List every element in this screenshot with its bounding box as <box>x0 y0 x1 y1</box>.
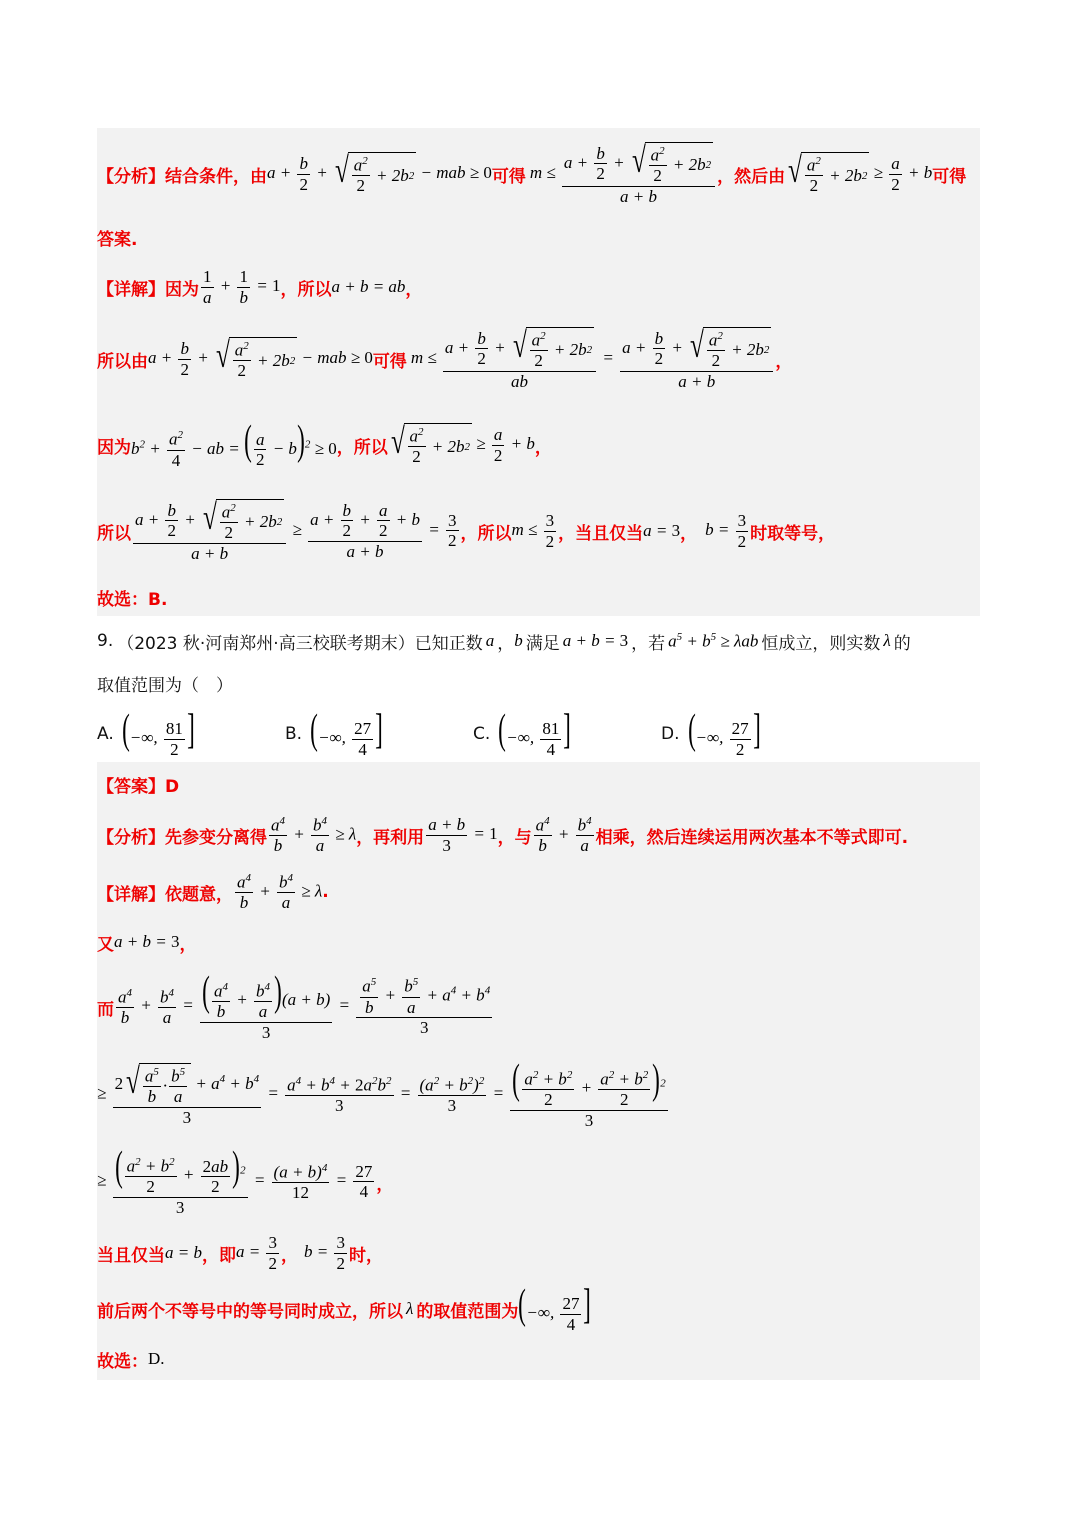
choice-8-text: 故选：B. <box>97 589 168 610</box>
detail-9-line6: 当且仅当 a = b ，即 a = $\frac{3}{2}$ ， b = $\frac{3}{2}$ 时， <box>97 1232 383 1273</box>
detail-8-text: 时取等号， <box>750 523 836 544</box>
question-9-text: ，若 <box>631 633 666 654</box>
analysis-8-text: 可得 <box>932 166 967 187</box>
detail-8-text: 所以由 <box>97 351 148 372</box>
detail-8-text: ，所以 <box>460 523 512 544</box>
detail-9-line4: ≥ 2 √ $\frac{a^5}{b}$ · $\frac{b^5}{a}$ + $a^4 + b^4$ 3 = $\frac{a^4 + b^4 + 2a^2b^2}{3}$ = $\frac{(a^2 + b^2)^2}{3}$ = ( $\frac{a^2 + b^2}{2}$ + $\frac{a^2 + b^2}{2}$ )$^2$ 3 <box>97 1057 666 1130</box>
detail-9-line3: 而 $\frac{a^4}{b}$ + $\frac{b^4}{a}$ = ( $\frac{a^4}{b}$ + $\frac{b^4}{a}$ )(a + b) 3 = $\frac{a^5}{b}$ + $\frac{b^5}{a}$ + $a^4 + b^4$ 3 <box>97 969 491 1042</box>
detail-8-line2: 所以由 a + $\frac{b}{2}$ + √ $\frac{a^2}{2}$ + 2b 2 − mab ≥ 0 可得 m ≤ a + $\frac{b}{2}$ + √ $\frac{a^2}{2}$ + 2b 2 ab = a + $\frac{b}{2}$ + √ $\frac{a^2}{2}$ + 2b 2 a + b ， <box>97 324 793 391</box>
choice-9-value: D. <box>148 1349 165 1368</box>
option-denominator: 4 <box>358 739 367 759</box>
option-denominator: 2 <box>735 739 745 759</box>
detail-8-text: ， <box>534 437 552 458</box>
detail-9-line5: ≥ ( $\frac{a^2 + b^2}{2}$ + $\frac{2ab}{2}$ )$^2$ 3 = $\frac{(a + b)^4}{12}$ = $\frac{27}{4}$ ， <box>97 1144 394 1217</box>
analysis-9-text: ，再利用 <box>356 827 425 848</box>
option-letter: A. <box>97 724 114 744</box>
detail-8-line1: 【详解】因为 $\frac{1}{a}$ + $\frac{1}{b}$ = 1 ，所以 a + b = ab ， <box>97 266 423 307</box>
option-denominator: 4 <box>546 739 556 759</box>
detail-8-text: ，所以 <box>336 437 388 458</box>
analysis-8-line2 <box>97 222 980 252</box>
question-9-line1: 9. （2023 秋·河南郑州·高三校联考期末）已知正数 a ， b 满足 a + b = 3 ，若 $a^5 + b^5 \ge \lambda ab$ 恒成立，则实数 λ 的 <box>97 625 980 657</box>
detail-8-line3: 因为 $b^2$ + $\frac{a^2}{4}$ − ab = ( $\frac{a}{2}$ − b)$^2$ ≥ 0 ，所以 √ $\frac{a^2}{2}$ + 2b 2 ≥ $\frac{a}{2}$ + b ， <box>97 417 552 470</box>
option-numerator: 81 <box>165 718 183 738</box>
detail-8-text: ，所以 <box>280 279 332 300</box>
detail-8-text: 所以 <box>97 523 131 544</box>
question-9-text: （2023 秋·河南郑州·高三校联考期末）已知正数 <box>117 633 483 654</box>
option-c: C. (−∞, $\frac{81}{4}$ ] <box>473 706 572 759</box>
detail-8-text: 因为 <box>97 437 131 458</box>
detail-8-text: ， <box>775 351 793 372</box>
detail-8-text: ， <box>405 279 423 300</box>
question-9-text: 恒成立，则实数 <box>761 633 881 654</box>
analysis-8-line1: 【分析】结合条件，由 a + $\frac{b}{2}$ + √ $\frac{a^2}{2}$ + 2b 2 − mab ≥ 0 可得 m ≤ a + $\frac{b}{2}$ + √ $\frac{a^2}{2}$ + 2b 2 a + b ，然后由 √ $\frac{a^2}{2}$ + 2b 2 ≥ $\frac{a}{2}$ + b 可得 <box>97 139 967 206</box>
analysis-9-text: 相乘，然后连续运用两次基本不等式即可. <box>595 827 909 848</box>
detail-9-text: 时， <box>348 1245 383 1266</box>
question-9-text: 取值范围为（ ） <box>97 675 233 696</box>
detail-8-text: ， <box>680 523 698 544</box>
analysis-8-tag: 【分析】结合条件，由 <box>97 166 267 187</box>
question-9-number: 9. <box>97 631 114 651</box>
analysis-9-tag: 【分析】先参变分离得 <box>97 827 267 848</box>
question-9-text: 满足 <box>525 633 560 654</box>
detail-9-line7: 前后两个不等号中的等号同时成立，所以 λ 的取值范围为 (−∞, $\frac{27}{4}$ ] <box>97 1281 592 1334</box>
option-numerator: 81 <box>542 718 560 738</box>
detail-9-text: 前后两个不等号中的等号同时成立，所以 <box>97 1301 403 1322</box>
detail-9-text: ，即 <box>201 1245 236 1266</box>
analysis-8-text: 可得 <box>491 166 526 187</box>
analysis-9-line: 【分析】先参变分离得 $\frac{a^4}{b}$ + $\frac{b^4}{a}$ ≥ λ ，再利用 $\frac{a + b}{3}$ = 1 ，与 $\frac{a^4}{b}$ + $\frac{b^4}{a}$ 相乘，然后连续运用两次基本不等式即可. <box>97 814 909 855</box>
answer-9-text: 【答案】D <box>97 776 180 797</box>
detail-9-line1: 【详解】依题意， $\frac{a^4}{b}$ + $\frac{b^4}{a}$ ≥ λ . <box>97 871 329 912</box>
option-letter: D. <box>661 724 680 744</box>
detail-9-choice <box>97 1345 980 1373</box>
option-d: D. (−∞, $\frac{27}{2}$ ] <box>661 706 761 759</box>
detail-8-text: ，当且仅当 <box>558 523 644 544</box>
analysis-9-text: ，与 <box>497 827 532 848</box>
question-9-line2 <box>97 668 980 698</box>
detail-9-text: 而 <box>97 999 114 1020</box>
option-letter: C. <box>473 724 491 744</box>
question-9-text: 的 <box>893 633 911 654</box>
detail-8-tag: 【详解】因为 <box>97 279 199 300</box>
option-a: A. (−∞, $\frac{81}{2}$ ] <box>97 706 195 759</box>
option-letter: B. <box>285 724 303 744</box>
detail-8-line4: 所以 a + $\frac{b}{2}$ + √ $\frac{a^2}{2}$ + 2b 2 a + b ≥ a + $\frac{b}{2}$ + $\frac{a}{2}$ + b a + b = $\frac{3}{2}$ ，所以 m ≤ $\frac{3}{2}$ ，当且仅当 a = 3 ， b = $\frac{3}{2}$ 时取等号， <box>97 496 836 563</box>
option-denominator: 2 <box>170 739 179 759</box>
detail-9-text: 的取值范围为 <box>416 1301 519 1322</box>
option-b: B. (−∞, $\frac{27}{4}$ ] <box>285 706 384 759</box>
analysis-8-text: ，然后由 <box>717 166 786 187</box>
answer-9-line <box>97 770 980 798</box>
detail-9-tag: 【详解】依题意， <box>97 884 233 905</box>
detail-9-text: 当且仅当 <box>97 1245 165 1266</box>
choice-9-label: 故选： <box>97 1351 148 1372</box>
detail-8-choice <box>97 582 980 612</box>
option-numerator: 27 <box>354 718 372 738</box>
option-numerator: 27 <box>731 718 749 738</box>
detail-9-line2: 又 a + b = 3 ， <box>97 928 980 956</box>
detail-8-text: 可得 <box>372 351 407 372</box>
detail-9-text: 又 <box>97 934 114 955</box>
analysis-8-text: 答案. <box>97 229 138 250</box>
